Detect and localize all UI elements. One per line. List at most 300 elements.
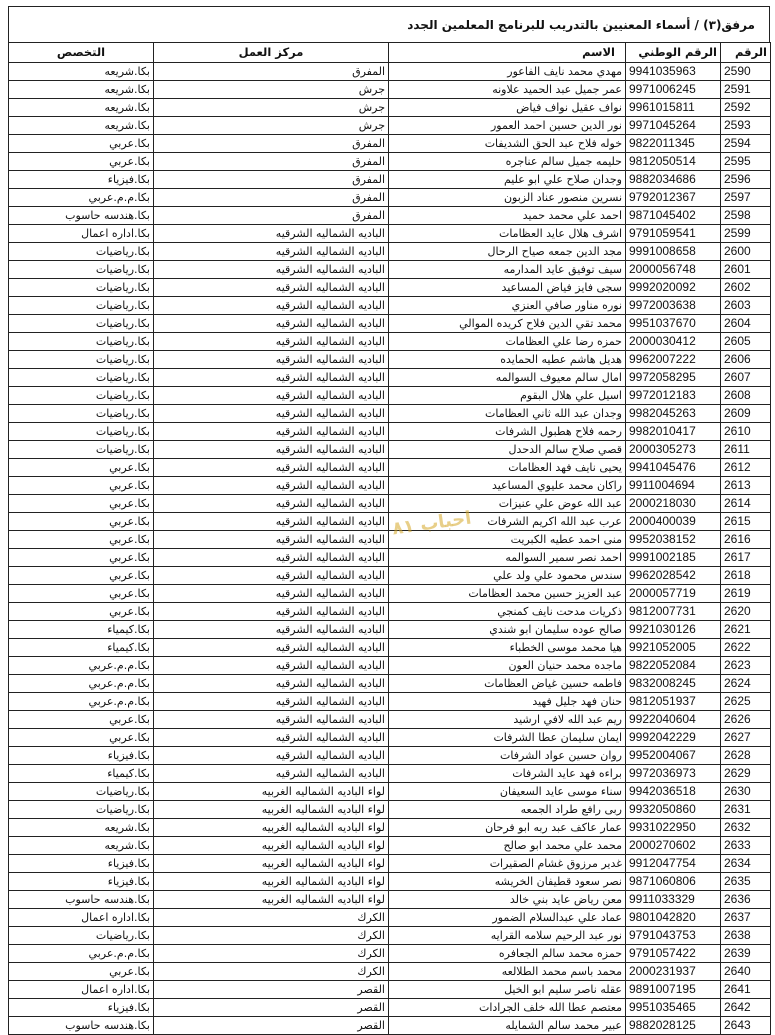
number-cell: 2642 bbox=[721, 999, 771, 1017]
name-cell: احمد نصر سمير السوالمه bbox=[389, 549, 626, 567]
specialization-cell: بكا.عربي bbox=[9, 495, 154, 513]
work-center-cell: لواء الباديه الشماليه الغربيه bbox=[154, 873, 389, 891]
table-row bbox=[9, 135, 771, 153]
work-center-cell: الباديه الشماليه الشرقيه bbox=[154, 225, 389, 243]
national-id-cell: 9832008245 bbox=[626, 675, 721, 693]
number-cell: 2614 bbox=[721, 495, 771, 513]
table-row bbox=[9, 243, 771, 261]
specialization-cell: بكا.فيزياء bbox=[9, 855, 154, 873]
national-id-cell: 2000218030 bbox=[626, 495, 721, 513]
name-cell: ماجده محمد حنيان العون bbox=[389, 657, 626, 675]
national-id-cell: 9882028125 bbox=[626, 1017, 721, 1035]
specialization-cell: بكا.اداره اعمال bbox=[9, 981, 154, 999]
national-id-cell: 9982010417 bbox=[626, 423, 721, 441]
number-cell: 2600 bbox=[721, 243, 771, 261]
table-row bbox=[9, 261, 771, 279]
table-row bbox=[9, 765, 771, 783]
number-cell: 2605 bbox=[721, 333, 771, 351]
table-row bbox=[9, 585, 771, 603]
national-id-cell: 9822052084 bbox=[626, 657, 721, 675]
table-row bbox=[9, 315, 771, 333]
name-cell: عرب عبد الله اكريم الشرفات bbox=[389, 513, 626, 531]
name-cell: وجدان عبد الله ثاني العظامات bbox=[389, 405, 626, 423]
work-center-cell: الباديه الشماليه الشرقيه bbox=[154, 657, 389, 675]
table-row bbox=[9, 909, 771, 927]
header-work-center: مركز العمل bbox=[154, 43, 389, 63]
specialization-cell: بكا.فيزياء bbox=[9, 171, 154, 189]
table-row bbox=[9, 99, 771, 117]
number-cell: 2594 bbox=[721, 135, 771, 153]
name-cell: روان حسين عواد الشرفات bbox=[389, 747, 626, 765]
national-id-cell: 9992042229 bbox=[626, 729, 721, 747]
specialization-cell: بكا.عربي bbox=[9, 963, 154, 981]
name-cell: معن رياض عايد بني خالد bbox=[389, 891, 626, 909]
specialization-cell: بكا.رياضيات bbox=[9, 927, 154, 945]
header-national-id: الرقم الوطني bbox=[626, 43, 721, 63]
table-row bbox=[9, 657, 771, 675]
work-center-cell: الكرك bbox=[154, 945, 389, 963]
table-row bbox=[9, 1017, 771, 1035]
specialization-cell: بكا.رياضيات bbox=[9, 261, 154, 279]
table-row bbox=[9, 279, 771, 297]
table-row bbox=[9, 531, 771, 549]
national-id-cell: 9941045476 bbox=[626, 459, 721, 477]
number-cell: 2637 bbox=[721, 909, 771, 927]
specialization-cell: بكا.عربي bbox=[9, 585, 154, 603]
table-row bbox=[9, 729, 771, 747]
specialization-cell: بكا.عربي bbox=[9, 459, 154, 477]
national-id-cell: 9822011345 bbox=[626, 135, 721, 153]
table-row bbox=[9, 459, 771, 477]
name-cell: نور الدين حسين احمد العمور bbox=[389, 117, 626, 135]
work-center-cell: الباديه الشماليه الشرقيه bbox=[154, 477, 389, 495]
national-id-cell: 2000270602 bbox=[626, 837, 721, 855]
specialization-cell: بكا.رياضيات bbox=[9, 441, 154, 459]
number-cell: 2633 bbox=[721, 837, 771, 855]
work-center-cell: الباديه الشماليه الشرقيه bbox=[154, 549, 389, 567]
specialization-cell: بكا.م.م.عربي bbox=[9, 675, 154, 693]
work-center-cell: الباديه الشماليه الشرقيه bbox=[154, 765, 389, 783]
national-id-cell: 9912047754 bbox=[626, 855, 721, 873]
work-center-cell: الباديه الشماليه الشرقيه bbox=[154, 585, 389, 603]
work-center-cell: جرش bbox=[154, 81, 389, 99]
table-row bbox=[9, 621, 771, 639]
number-cell: 2622 bbox=[721, 639, 771, 657]
number-cell: 2613 bbox=[721, 477, 771, 495]
specialization-cell: بكا.رياضيات bbox=[9, 333, 154, 351]
work-center-cell: الباديه الشماليه الشرقيه bbox=[154, 315, 389, 333]
table-row bbox=[9, 423, 771, 441]
work-center-cell: المفرق bbox=[154, 189, 389, 207]
work-center-cell: الباديه الشماليه الشرقيه bbox=[154, 333, 389, 351]
work-center-cell: جرش bbox=[154, 117, 389, 135]
name-cell: مجد الدين جمعه صياح الرحال bbox=[389, 243, 626, 261]
work-center-cell: الباديه الشماليه الشرقيه bbox=[154, 423, 389, 441]
name-cell: براءه فهد عايد الشرفات bbox=[389, 765, 626, 783]
specialization-cell: بكا.رياضيات bbox=[9, 369, 154, 387]
name-cell: عقله ناصر سليم ابو الخيل bbox=[389, 981, 626, 999]
specialization-cell: بكا.كيمياء bbox=[9, 621, 154, 639]
work-center-cell: القصر bbox=[154, 981, 389, 999]
number-cell: 2601 bbox=[721, 261, 771, 279]
number-cell: 2620 bbox=[721, 603, 771, 621]
specialization-cell: بكا.عربي bbox=[9, 135, 154, 153]
name-cell: اشرف هلال عايد العظامات bbox=[389, 225, 626, 243]
work-center-cell: الباديه الشماليه الشرقيه bbox=[154, 459, 389, 477]
number-cell: 2609 bbox=[721, 405, 771, 423]
specialization-cell: بكا.رياضيات bbox=[9, 423, 154, 441]
header-name: الاسم bbox=[389, 43, 626, 63]
work-center-cell: الكرك bbox=[154, 909, 389, 927]
specialization-cell: بكا.كيمياء bbox=[9, 765, 154, 783]
number-cell: 2604 bbox=[721, 315, 771, 333]
table-row bbox=[9, 963, 771, 981]
national-id-cell: 9812051937 bbox=[626, 693, 721, 711]
specialization-cell: بكا.رياضيات bbox=[9, 783, 154, 801]
table-row bbox=[9, 999, 771, 1017]
name-cell: مهدي محمد نايف الفاعور bbox=[389, 63, 626, 81]
specialization-cell: بكا.عربي bbox=[9, 603, 154, 621]
work-center-cell: الباديه الشماليه الشرقيه bbox=[154, 603, 389, 621]
table-row bbox=[9, 873, 771, 891]
table-row bbox=[9, 783, 771, 801]
specialization-cell: بكا.شريعه bbox=[9, 117, 154, 135]
number-cell: 2631 bbox=[721, 801, 771, 819]
national-id-cell: 9962007222 bbox=[626, 351, 721, 369]
national-id-cell: 9971045264 bbox=[626, 117, 721, 135]
specialization-cell: بكا.فيزياء bbox=[9, 747, 154, 765]
national-id-cell: 2000056748 bbox=[626, 261, 721, 279]
number-cell: 2632 bbox=[721, 819, 771, 837]
number-cell: 2597 bbox=[721, 189, 771, 207]
specialization-cell: بكا.رياضيات bbox=[9, 279, 154, 297]
number-cell: 2640 bbox=[721, 963, 771, 981]
specialization-cell: بكا.م.م.عربي bbox=[9, 945, 154, 963]
specialization-cell: بكا.شريعه bbox=[9, 819, 154, 837]
national-id-cell: 9992020092 bbox=[626, 279, 721, 297]
national-id-cell: 2000057719 bbox=[626, 585, 721, 603]
table-row bbox=[9, 153, 771, 171]
specialization-cell: بكا.هندسه حاسوب bbox=[9, 1017, 154, 1035]
national-id-cell: 9972003638 bbox=[626, 297, 721, 315]
national-id-cell: 2000030412 bbox=[626, 333, 721, 351]
name-cell: نواف عقيل نواف فياض bbox=[389, 99, 626, 117]
number-cell: 2629 bbox=[721, 765, 771, 783]
table-row bbox=[9, 189, 771, 207]
table-body bbox=[9, 63, 771, 1035]
specialization-cell: بكا.رياضيات bbox=[9, 405, 154, 423]
table-row bbox=[9, 387, 771, 405]
name-cell: سناء موسى عايد السعيفان bbox=[389, 783, 626, 801]
work-center-cell: الباديه الشماليه الشرقيه bbox=[154, 747, 389, 765]
national-id-cell: 9972012183 bbox=[626, 387, 721, 405]
national-id-cell: 9871045402 bbox=[626, 207, 721, 225]
number-cell: 2623 bbox=[721, 657, 771, 675]
national-id-cell: 2000231937 bbox=[626, 963, 721, 981]
work-center-cell: الباديه الشماليه الشرقيه bbox=[154, 711, 389, 729]
specialization-cell: بكا.عربي bbox=[9, 477, 154, 495]
specialization-cell: بكا.رياضيات bbox=[9, 243, 154, 261]
number-cell: 2608 bbox=[721, 387, 771, 405]
name-cell: معتصم عطا الله خلف الجرادات bbox=[389, 999, 626, 1017]
national-id-cell: 9942036518 bbox=[626, 783, 721, 801]
work-center-cell: القصر bbox=[154, 999, 389, 1017]
table-row bbox=[9, 711, 771, 729]
work-center-cell: الباديه الشماليه الشرقيه bbox=[154, 369, 389, 387]
number-cell: 2596 bbox=[721, 171, 771, 189]
trainees-table bbox=[8, 42, 771, 1035]
work-center-cell: الباديه الشماليه الشرقيه bbox=[154, 675, 389, 693]
national-id-cell: 9791057422 bbox=[626, 945, 721, 963]
national-id-cell: 9911033329 bbox=[626, 891, 721, 909]
name-cell: عماد علي عبدالسلام الضمور bbox=[389, 909, 626, 927]
number-cell: 2593 bbox=[721, 117, 771, 135]
name-cell: رحمه فلاح هطبول الشرفات bbox=[389, 423, 626, 441]
name-cell: اسيل علي هلال البقوم bbox=[389, 387, 626, 405]
number-cell: 2616 bbox=[721, 531, 771, 549]
name-cell: منى احمد عطيه الكبريت bbox=[389, 531, 626, 549]
national-id-cell: 9952004067 bbox=[626, 747, 721, 765]
number-cell: 2610 bbox=[721, 423, 771, 441]
name-cell: يحيى نايف فهد العظامات bbox=[389, 459, 626, 477]
number-cell: 2639 bbox=[721, 945, 771, 963]
number-cell: 2603 bbox=[721, 297, 771, 315]
national-id-cell: 9791059541 bbox=[626, 225, 721, 243]
number-cell: 2590 bbox=[721, 63, 771, 81]
number-cell: 2618 bbox=[721, 567, 771, 585]
specialization-cell: بكا.شريعه bbox=[9, 63, 154, 81]
specialization-cell: بكا.اداره اعمال bbox=[9, 909, 154, 927]
specialization-cell: بكا.عربي bbox=[9, 531, 154, 549]
work-center-cell: الباديه الشماليه الشرقيه bbox=[154, 243, 389, 261]
specialization-cell: بكا.م.م.عربي bbox=[9, 189, 154, 207]
header-number: الرقم bbox=[721, 43, 771, 63]
specialization-cell: بكا.فيزياء bbox=[9, 999, 154, 1017]
work-center-cell: لواء الباديه الشماليه الغربيه bbox=[154, 801, 389, 819]
specialization-cell: بكا.عربي bbox=[9, 729, 154, 747]
table-header-row bbox=[9, 43, 771, 63]
stamp-watermark: احباب ٨١ bbox=[390, 507, 473, 540]
table-row bbox=[9, 639, 771, 657]
table-row bbox=[9, 567, 771, 585]
number-cell: 2626 bbox=[721, 711, 771, 729]
name-cell: احمد علي محمد حميد bbox=[389, 207, 626, 225]
number-cell: 2612 bbox=[721, 459, 771, 477]
number-cell: 2624 bbox=[721, 675, 771, 693]
document-title: مرفق(٣) / أسماء المعنيين بالتدريب للبرنامج المعلمين الجدد bbox=[407, 17, 755, 32]
national-id-cell: 9962028542 bbox=[626, 567, 721, 585]
name-cell: ذكريات مدحت نايف كمنجي bbox=[389, 603, 626, 621]
national-id-cell: 9792012367 bbox=[626, 189, 721, 207]
name-cell: محمد علي محمد ابو صالح bbox=[389, 837, 626, 855]
name-cell: ربى رافع طراد الجمعه bbox=[389, 801, 626, 819]
national-id-cell: 9971006245 bbox=[626, 81, 721, 99]
specialization-cell: بكا.م.م.عربي bbox=[9, 693, 154, 711]
table-row bbox=[9, 675, 771, 693]
table-row bbox=[9, 513, 771, 531]
national-id-cell: 9931022950 bbox=[626, 819, 721, 837]
number-cell: 2641 bbox=[721, 981, 771, 999]
specialization-cell: بكا.عربي bbox=[9, 153, 154, 171]
national-id-cell: 9932050860 bbox=[626, 801, 721, 819]
table-row bbox=[9, 693, 771, 711]
specialization-cell: بكا.شريعه bbox=[9, 81, 154, 99]
national-id-cell: 9921052005 bbox=[626, 639, 721, 657]
name-cell: وجدان صلاح علي ابو عليم bbox=[389, 171, 626, 189]
name-cell: خوله فلاح عبد الحق الشديفات bbox=[389, 135, 626, 153]
number-cell: 2630 bbox=[721, 783, 771, 801]
national-id-cell: 9871060806 bbox=[626, 873, 721, 891]
name-cell: نصر سعود قطيفان الخريشه bbox=[389, 873, 626, 891]
number-cell: 2611 bbox=[721, 441, 771, 459]
name-cell: حمزه محمد سالم الجعافره bbox=[389, 945, 626, 963]
work-center-cell: الباديه الشماليه الشرقيه bbox=[154, 441, 389, 459]
number-cell: 2591 bbox=[721, 81, 771, 99]
work-center-cell: جرش bbox=[154, 99, 389, 117]
work-center-cell: الباديه الشماليه الشرقيه bbox=[154, 513, 389, 531]
table-row bbox=[9, 855, 771, 873]
work-center-cell: الباديه الشماليه الشرقيه bbox=[154, 297, 389, 315]
name-cell: عبد الله عوض علي عنيزات bbox=[389, 495, 626, 513]
number-cell: 2617 bbox=[721, 549, 771, 567]
name-cell: محمد باسم محمد الطلالعه bbox=[389, 963, 626, 981]
table-row bbox=[9, 81, 771, 99]
number-cell: 2628 bbox=[721, 747, 771, 765]
table-row bbox=[9, 351, 771, 369]
table-row bbox=[9, 603, 771, 621]
number-cell: 2607 bbox=[721, 369, 771, 387]
name-cell: سندس محمود علي ولد علي bbox=[389, 567, 626, 585]
specialization-cell: بكا.هندسه حاسوب bbox=[9, 207, 154, 225]
work-center-cell: لواء الباديه الشماليه الغربيه bbox=[154, 855, 389, 873]
national-id-cell: 9791043753 bbox=[626, 927, 721, 945]
number-cell: 2625 bbox=[721, 693, 771, 711]
work-center-cell: المفرق bbox=[154, 135, 389, 153]
work-center-cell: القصر bbox=[154, 1017, 389, 1035]
number-cell: 2635 bbox=[721, 873, 771, 891]
national-id-cell: 9922040604 bbox=[626, 711, 721, 729]
table-row bbox=[9, 891, 771, 909]
work-center-cell: الباديه الشماليه الشرقيه bbox=[154, 279, 389, 297]
work-center-cell: لواء الباديه الشماليه الغربيه bbox=[154, 819, 389, 837]
table-row bbox=[9, 495, 771, 513]
work-center-cell: المفرق bbox=[154, 171, 389, 189]
work-center-cell: الباديه الشماليه الشرقيه bbox=[154, 531, 389, 549]
table-row bbox=[9, 297, 771, 315]
number-cell: 2638 bbox=[721, 927, 771, 945]
national-id-cell: 9951035465 bbox=[626, 999, 721, 1017]
work-center-cell: الباديه الشماليه الشرقيه bbox=[154, 495, 389, 513]
national-id-cell: 9952038152 bbox=[626, 531, 721, 549]
specialization-cell: بكا.رياضيات bbox=[9, 351, 154, 369]
table-row bbox=[9, 477, 771, 495]
document-sheet bbox=[8, 6, 770, 1035]
national-id-cell: 2000305273 bbox=[626, 441, 721, 459]
table-row bbox=[9, 171, 771, 189]
specialization-cell: بكا.م.م.عربي bbox=[9, 657, 154, 675]
table-row bbox=[9, 837, 771, 855]
work-center-cell: المفرق bbox=[154, 153, 389, 171]
specialization-cell: بكا.عربي bbox=[9, 513, 154, 531]
table-row bbox=[9, 333, 771, 351]
name-cell: نسرين منصور عناد الزبون bbox=[389, 189, 626, 207]
specialization-cell: بكا.رياضيات bbox=[9, 297, 154, 315]
number-cell: 2621 bbox=[721, 621, 771, 639]
work-center-cell: الباديه الشماليه الشرقيه bbox=[154, 567, 389, 585]
name-cell: ريم عبد الله لافي ارشيد bbox=[389, 711, 626, 729]
name-cell: فاطمه حسين غياض العظامات bbox=[389, 675, 626, 693]
table-row bbox=[9, 207, 771, 225]
name-cell: هديل هاشم عطيه الحمايده bbox=[389, 351, 626, 369]
name-cell: عمر جميل عبد الحميد علاونه bbox=[389, 81, 626, 99]
name-cell: عمار عاكف عبد ربه ابو فرحان bbox=[389, 819, 626, 837]
table-row bbox=[9, 225, 771, 243]
work-center-cell: الباديه الشماليه الشرقيه bbox=[154, 639, 389, 657]
table-row bbox=[9, 747, 771, 765]
work-center-cell: الباديه الشماليه الشرقيه bbox=[154, 387, 389, 405]
table-row bbox=[9, 117, 771, 135]
specialization-cell: بكا.فيزياء bbox=[9, 873, 154, 891]
number-cell: 2606 bbox=[721, 351, 771, 369]
national-id-cell: 9972036973 bbox=[626, 765, 721, 783]
national-id-cell: 9812007731 bbox=[626, 603, 721, 621]
table-row bbox=[9, 981, 771, 999]
number-cell: 2595 bbox=[721, 153, 771, 171]
name-cell: هيا محمد موسى الخطباء bbox=[389, 639, 626, 657]
table-row bbox=[9, 63, 771, 81]
national-id-cell: 9961015811 bbox=[626, 99, 721, 117]
number-cell: 2619 bbox=[721, 585, 771, 603]
header-specialization: التخصص bbox=[9, 43, 154, 63]
specialization-cell: بكا.شريعه bbox=[9, 99, 154, 117]
national-id-cell: 9991008658 bbox=[626, 243, 721, 261]
name-cell: راكان محمد عليوي المساعيد bbox=[389, 477, 626, 495]
table-row bbox=[9, 801, 771, 819]
number-cell: 2643 bbox=[721, 1017, 771, 1035]
specialization-cell: بكا.رياضيات bbox=[9, 801, 154, 819]
table-row bbox=[9, 405, 771, 423]
title-box bbox=[8, 6, 770, 42]
table-row bbox=[9, 441, 771, 459]
table-row bbox=[9, 945, 771, 963]
number-cell: 2627 bbox=[721, 729, 771, 747]
national-id-cell: 9921030126 bbox=[626, 621, 721, 639]
name-cell: ايمان سليمان عطا الشرفات bbox=[389, 729, 626, 747]
number-cell: 2636 bbox=[721, 891, 771, 909]
specialization-cell: بكا.رياضيات bbox=[9, 315, 154, 333]
national-id-cell: 9911004694 bbox=[626, 477, 721, 495]
name-cell: عبير محمد سالم الشمايله bbox=[389, 1017, 626, 1035]
specialization-cell: بكا.كيمياء bbox=[9, 639, 154, 657]
name-cell: محمد تقي الدين فلاح كريده الموالي bbox=[389, 315, 626, 333]
work-center-cell: الباديه الشماليه الشرقيه bbox=[154, 729, 389, 747]
name-cell: نور عبد الرحيم سلامه القرايه bbox=[389, 927, 626, 945]
national-id-cell: 9991002185 bbox=[626, 549, 721, 567]
work-center-cell: الباديه الشماليه الشرقيه bbox=[154, 351, 389, 369]
name-cell: عبد العزيز حسين محمد العظامات bbox=[389, 585, 626, 603]
name-cell: سيف توفيق عايد المدارمه bbox=[389, 261, 626, 279]
table-row bbox=[9, 369, 771, 387]
work-center-cell: الباديه الشماليه الشرقيه bbox=[154, 261, 389, 279]
specialization-cell: بكا.هندسه حاسوب bbox=[9, 891, 154, 909]
work-center-cell: المفرق bbox=[154, 63, 389, 81]
work-center-cell: لواء الباديه الشماليه الغربيه bbox=[154, 783, 389, 801]
specialization-cell: بكا.اداره اعمال bbox=[9, 225, 154, 243]
name-cell: سجى فايز فياض المساعيد bbox=[389, 279, 626, 297]
table-row bbox=[9, 549, 771, 567]
name-cell: حمزه رضا علي العظامات bbox=[389, 333, 626, 351]
specialization-cell: بكا.رياضيات bbox=[9, 387, 154, 405]
